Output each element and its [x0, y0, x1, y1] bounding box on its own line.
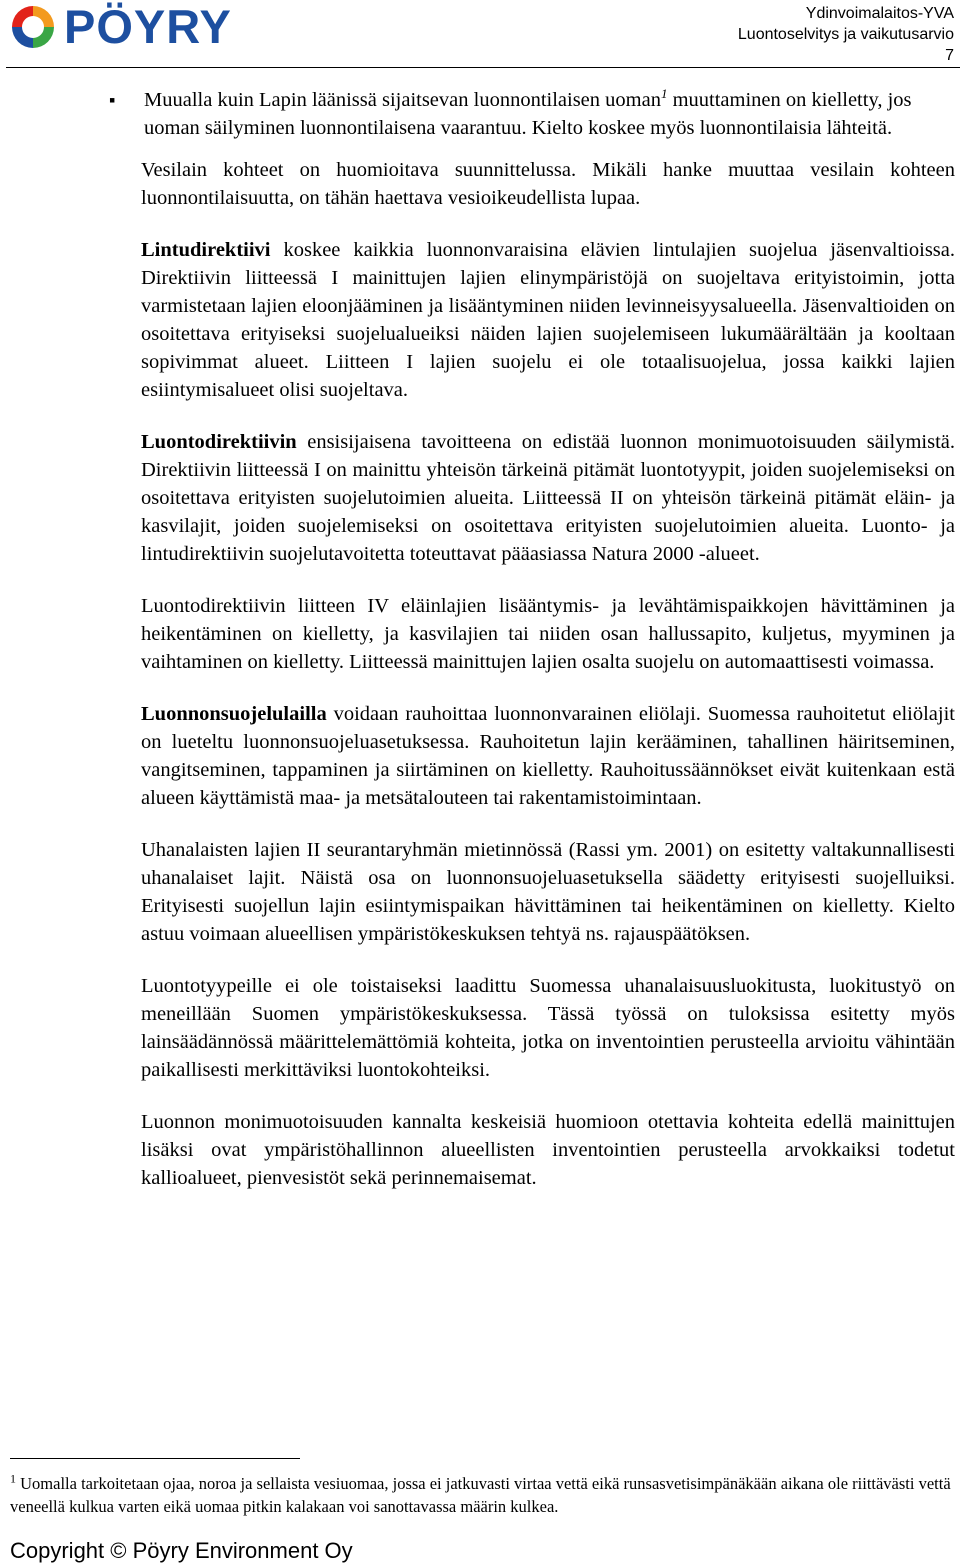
paragraph-monimuotoisuus: Luonnon monimuotoisuuden kannalta keskeisiä huomioon otettavia kohteita edellä mainittujen lisäksi ovat ympäristöhallinnon alueellisten inventointien perusteella arvokkaiksi todetut kallioalueet, pienvesistöt sekä perinnemaisemat. — [141, 1111, 955, 1189]
copyright-footer: Copyright © Pöyry Environment Oy — [10, 1538, 353, 1563]
document-subtitle: Luontoselvitys ja vaikutusarvio — [737, 26, 954, 43]
page-number: 7 — [945, 47, 954, 64]
poyry-logo-mark-icon — [6, 2, 60, 52]
document-body — [109, 86, 955, 1216]
footnote-divider — [10, 1458, 300, 1459]
paragraph-luonnonsuojelulaki: Luonnonsuojelulailla voidaan rauhoittaa luonnonvarainen eliölaji. Suomessa rauhoitetut eliölajit on lueteltu luonnonsuojeluasetuksessa. Rauhoitetun lajin kerääminen, tahallinen häiritseminen, vangitseminen, tappaminen ja siirtäminen on kielletty. Rauhoitussäännökset eivät kuitenkaan estä alueen käyttämistä maa- ja metsätalouteen tai rakentamistoimintaan. — [141, 703, 955, 809]
bullet-paragraph: Muualla kuin Lapin läänissä sijaitsevan luonnontilaisen uoman$^1$ muuttaminen on kielletty, jos uoman säilyminen luonnontilaisena vaarantuu. Kielto koskee myös luonnontilaisia lähteitä. — [144, 86, 912, 139]
footnote: $^1$ Uomalla tarkoitetaan ojaa, noroa ja sellaista vesiuomaa, jossa ei jatkuvasti virtaa vettä eikä runsasvetisimpänäkään aikana ole riittävästi vettä veneellä kulkua varten eikä uomaa pitkin kalakaan voi sanottavassa määrin kulkea. — [10, 1471, 951, 1516]
paragraph-uhanalaiset: Uhanalaisten lajien II seurantaryhmän mietinnössä (Rassi ym. 2001) on esitetty valtakunnallisesti uhanalaiset lajit. Näistä osa on luonnonsuojeluasetuksella säädetty erityisesti suojelluiksi. Erityisesti suojellun lajin esiintymispaikan hävittäminen tai heikentäminen on kielletty. Kielto astuu voimaan alueellisen ympäristökeskuksen tehtyä ns. rajauspäätöksen. — [141, 839, 955, 945]
paragraph-lintudirektiivi: Lintudirektiivi koskee kaikkia luonnonvaraisina elävien lintulajien suojelua jäsenvaltioissa. Direktiivin liitteessä I mainittujen lajien elinympäristöjä on suojeltava erityistoimin, jotta varmistetaan lajien eloonjääminen ja lisääntyminen niiden levinneisyysalueella. Jäsenvaltioiden on osoitettava erityiseksi suojelualueiksi näiden lajien suojelemiseen lukumäärältään ja kooltaan sopivimmat alueet. Liitteen I lajien suojelu ei ole totaalisuojelua, jossa kaikki lajien esiintymisalueet olisi suojeltava. — [141, 239, 955, 401]
logo-wordmark: PÖYRY — [64, 0, 232, 53]
paragraph-luontotyypit: Luontotyypeille ei ole toistaiseksi laadittu Suomessa uhanalaisuusluokitusta, luokitustyö on meneillään Suomen ympäristökeskuksessa. Tässä työssä on tuloksissa esitetty myös lainsäädännössä määrittelemättömiä kohteita, jotka on inventointien perusteella arvioitu vähintään paikallisesti merkittäviksi luontokohteiksi. — [141, 975, 955, 1081]
document-title: Ydinvoimalaitos-YVA — [805, 5, 954, 22]
bullet-square-icon: ▪ — [109, 90, 116, 110]
footnote-ref: 1 — [660, 86, 668, 102]
paragraph-vesilaki: Vesilain kohteet on huomioitava suunnittelussa. Mikäli hanke muuttaa vesilain kohteen luonnontilaisuutta, on tähän haettava vesioikeudellista lupaa. — [141, 159, 955, 209]
poyry-logo — [6, 2, 232, 52]
bullet-item — [0, 86, 955, 142]
header-meta — [738, 3, 954, 66]
page-header — [0, 0, 960, 68]
paragraph-luontodirektiivi: Luontodirektiivin ensisijaisena tavoitteena on edistää luonnon monimuotoisuuden säilymistä. Direktiivin liitteessä I on mainittu yhteisön tärkeinä pitämät luontotyypit, joiden suojelemiseksi on osoitettava erityisten suojelutoimien alueita. Liitteessä II on yhteisön tärkeinä pitämät eläin- ja kasvilajit, joiden suojelemiseksi on osoitettava erityisten suojelutoimien alueita. Luonto- ja lintudirektiivin suojelutavoitetta toteuttavat pääasiassa Natura 2000 -alueet. — [141, 431, 955, 565]
header-divider — [6, 67, 960, 68]
paragraph-liite-iv: Luontodirektiivin liitteen IV eläinlajien lisääntymis- ja levähtämispaikkojen hävittäminen ja heikentäminen on kielletty, ja kasvilajien tai niiden osan hallussapito, kuljetus, myyminen ja vaihtaminen on kielletty. Liitteessä mainittujen lajien osalta suojelu on automaattisesti voimassa. — [141, 595, 955, 673]
